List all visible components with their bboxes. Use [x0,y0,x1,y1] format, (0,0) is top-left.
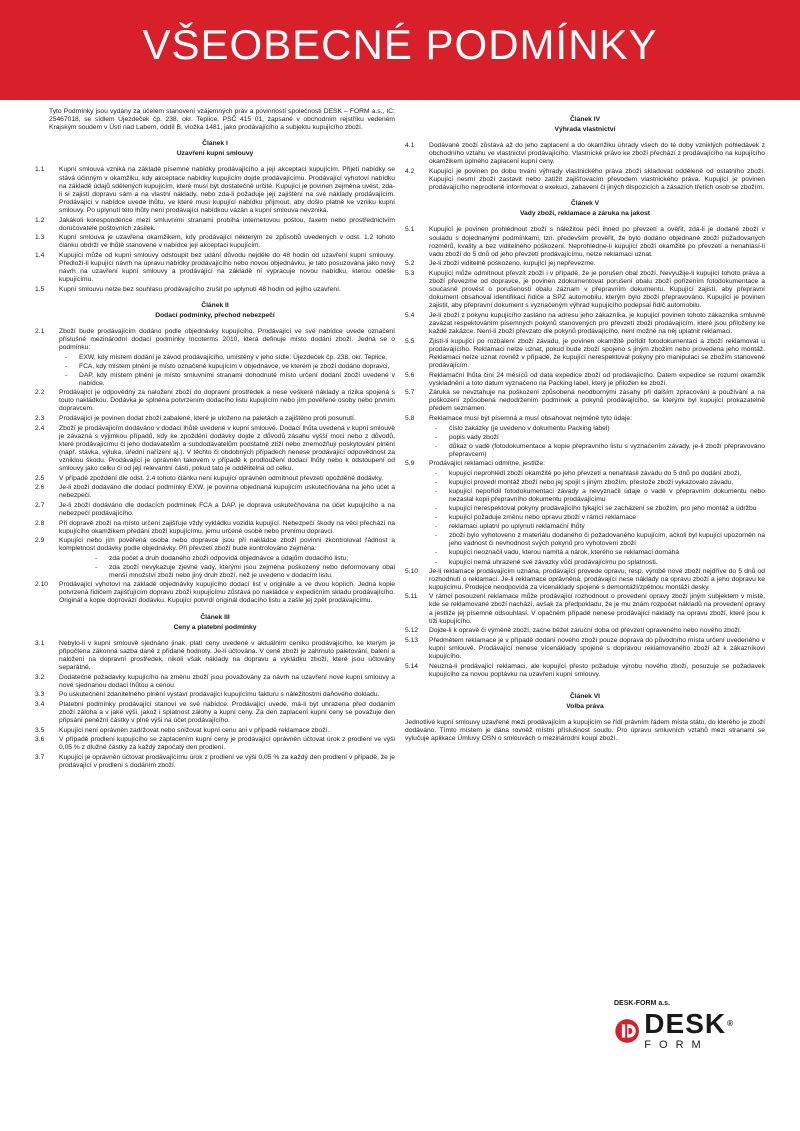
title-banner [0,0,800,100]
article-6-text: Jednotlivé kupní smlouvy uzavřené mezi prodávajícím a kupujícím se řídí právním řádem místa státu, do kterého je zboží dodáváno. Tímto místem je dána rovněž místní příslušnost soudu. Pro úpravu smluvních vztahů mezi stranami se vylučuje aplikace Úmluvy OSN o smlouvách o mezinárodní koupi zboží. [405,719,765,743]
clause: 2.8 Při dopravě zboží na místo určení zajišťuje vždy vykládku vozidla kupující. Nebezpečí škody na věci přechází na kupujícího okamžikem předání zboží kupujícímu, jemu určené osobě nebo prvnímu dopravci. [35,519,395,535]
clause: 3.3 Po uskutečnění zdanitelného plnění vystaví prodávající kupujícímu fakturu s náležitostmi daňového dokladu. [35,691,380,699]
clause: 5.8 Reklamace musí být písemná a musí obsahovat nejméně tyto údaje: [405,415,632,422]
list-item: - zda počet a druh dodaného zboží odpovídá objednávce a údajům dodacího listu; [95,555,349,562]
clause: 5.7 Záruka se nevztahuje na poškození způsobená neodbornými zásahy při dalším zpracování a používání a na poškození způsobená nedodržením podmínek a pokynů prodávajícího, se kterými byl kupující prokazatelně předem seznámen. [405,389,765,413]
clause: 3.7 Kupující je oprávněn účtovat prodávajícímu úrok z prodlení ve výši 0,05 % za každý den prodlení v případě, že je prodávající v prodlení s dodáním zboží. [35,753,395,770]
list-item: - DAP, kdy místem plnění je místo smluvními stranami dohodnuté místo určení dodání zboží uvedené v nabídce. [65,372,395,388]
list-item: - důkaz o vadě (fotodokumentace a kopie přepravního listu s vyznačením závady, je-li zboží přepravováno přepravcem) [435,442,765,458]
list-item: - kupující neprohlédl zboží okamžitě po jeho převzetí a nenahlásil závadu do 5 dnů po dodání zboží, [435,469,742,477]
article-5-title: Článek V [570,200,600,208]
clause: 3.2 Dodatečně požadavky kupujícího na změnu zboží jsou považovány za návrh na uzavření nové kupní smlouvy a nové sjednanou dodací lhůtou a cenou. [35,673,395,689]
clause: 5.11 V rámci posouzení reklamace může prodávající rozhodnout o provedení opravy zboží jiným subjektem v místě, kde se reklamované zboží nachází, avšak za předpokladu, že je mu znám rozpočet nákladů na provedení opravy a jestliže jej písemně odsouhlasí. V opačném případě nenese prodávající náklady na opravu zboží, které jsou k tíži kupujícího. [405,593,765,625]
article-6-subtitle: Volba práva [566,702,604,710]
logo-word-form: FORM [644,1039,709,1051]
clause: 5.13 Předmětem reklamace je v případě dodání nového zboží pouze doprava do původního místa určení uvedeného v kupní smlouvě. Prodávající nenese vícenáklady spojené s dopravou reklamovaného zboží až k zákazníkovi kupujícího. [405,636,765,661]
list-item: - kupující nemá uhrazené své závazky vůči prodávajícímu po splatnosti. [435,558,658,566]
clause: 1.5 Kupní smlouvu nelze bez souhlasu prodávajícího zrušit po uplynutí 48 hodin od jejího uzavření. [35,285,341,293]
clause: 4.2 Kupující je povinen po dobu trvání výhrady vlastnického práva zboží skladovat odděleně od ostatního zboží. Kupující nesmí zboží zastavit nebo zatížit zajišťovacím převodem vlastnického práva. Kupující je povinen prodávajícího neprodleně informovat o exekuci, zabavení či jiných dispozicích a zásazích třetích osob se zbožím. [405,167,765,192]
clause: 3.1 Nebylo-li v kupní smlouvě sjednáno jinak, platí ceny uvedené v aktuálním ceníku prodávajícího, ke kterým je připočtena zákonná sazba daně z přidané hodnoty. Je-li účtována. V ceně zboží je zahrnuto paletování, balení a naložení na dopravní prostředek, nikoli však náklady na dopravu a vykládku zboží, které jsou účtovány separátně. [35,639,395,672]
list-item: - kupující provedl montáž zboží nebo jej spojil s jiným zbožím, přestože zboží vykazovalo závadu, [435,478,734,486]
clause: 1.2 Jakákoli korespondence mezi smluvními stranami probíhá internetovou poštou, faxem nebo prostřednictvím doručovatele poštovních zásilek. [35,216,395,232]
list-item: - kupující neoznačil vadu, kterou namítá a nárok, kterého se reklamací domáhá [435,549,680,557]
intro-paragraph: Tyto Podmínky jsou vydány za účelem stanovení vzájemných práv a povinností společnosti DESK – FORM a.s., IČ: 25467018, se sídlem Újezdeček čp. 238, okr. Teplice, PSČ 415 01, zapsané v obchodním rejstříku vedeném Krajským soudem v Ústí nad Labem, oddíl B, vložka 1481, jako prodávajícího a subjektu kupujícího zboží. [49,108,395,132]
clause: 5.4 Je-li zboží z pokynu kupujícího zasláno na adresu jeho zákazníka, je kupující povinen tohoto zákazníka smluvně zavázat respektováním písemných pokynů stanovených pro převzetí zboží prodávajícím, které jsou přiloženy ke každé zakázce. Není-li zboží převzato dle pokynů prodávajícího, není možné na něj uplatnit reklamaci. [405,311,765,336]
clause: 5.1 Kupující je povinen prohlédnout zboží s náležitou péčí ihned po převzetí a ověřit, zda-li je dodané zboží v souladu s dojednanými podmínkami, tzn. především prověřit, že bylo dodáno objednané zboží požadovaných rozměrů, kvality a bez viditelného poškození. Neprohlédne-li kupující zboží okamžitě po převzetí a nenahlásí-li vadu zboží do 5 dnů od jeho převzetí prodávajícímu, nelze reklamaci uznat. [405,226,765,258]
article-5-subtitle: Vady zboží, reklamace a záruka na jakost [519,210,651,218]
logo-word-desk: DESK® [644,1008,734,1039]
list-item: - FCA, kdy místem plnění je místo označené kupujícím v objednávce, ve kterém je zboží dodáno dopravci, [65,362,390,370]
clause: 5.9 Prodávající reklamaci odmítne, jestliže: [405,459,545,467]
list-item: - zda zboží nevykazuje zjevné vady, kterými jsou zejména poškozený nebo deformovaný obal menší množství zboží nebo jiný druh zboží, než je uvedeno v dodacím listu. [95,564,395,580]
clause: 2.7 Je-li zboží dodáváno dle dodacích podmínek FCA a DAP, je doprava uskutečňována na účet kupujícího a na nebezpečí prodávajícího. [35,501,395,518]
clause: 4.1 Dodávané zboží zůstává až do jeho zaplacení a do okamžiku úhrady všech do té doby vzniklých pohledávek z obchodního vztahu ve vlastnictví prodávajícího. Vlastnické právo ke zboží přechází z prodávajícího na kupujícího okamžikem úplného zaplacení kupní ceny. [405,142,765,166]
list-item: - EXW, kdy místem dodání je závod prodávajícího, umístěný v jeho sídle: Újezdeček čp. 238, okr. Teplice, [65,353,388,361]
clause: 2.2 Prodávající je odpovědný za naložení zboží do dopravní prostředek a nese veškeré náklady a rizika spojená s touto nakládkou. Dodávka je splněna potvrzením dodacího listu kupujícím nebo jím pověřené osoby nebo prvním dopravcem. [35,389,395,413]
article-3-subtitle: Ceny a platební podmínky [173,623,257,631]
clause: 1.3 Kupní smlouva je uzavřena okamžikem, kdy prodávající některým ze způsobů uvedených v odst. 1.2 tohoto článku obdrží ve lhůtě stanovené v nabídce její akceptaci kupujícím. [35,234,395,250]
right-column [405,108,765,978]
clause: 1.1 Kupní smlouva vzniká na základě písemné nabídky prodávajícího a její akceptací kupujícím. Přijetí nabídky se stává účinným v okamžiku, kdy akceptace nabídky kupujícím dojde prodávajícímu. Prodávající vyhotoví nabídku na základě údajů sdělených kupujícím, které musí být dostatečně určité. Kupující je povinen zejména uvést, zda-li si zajistí dopravu sám a na vlastní náklady, nebo zda-li požaduje její zajištění na své náklady prodávajícím. Prodávající v nabídce uvede lhůtu, ve které musí kupující nabídku přijmout, aby došlo platně ke vzniku kupní smlouvy. Po uplynutí této lhůty není prodávající nabídkou vázán a kupní smlouva nevzniká. [35,166,395,214]
list-item: - kupující nepořídil fotodokumentaci závady a nevyznačil údaje o vadě v přepravním dokumentu nebo nezaslal kopii přepravního dokumentu prodávajícímu [435,487,765,503]
clause: 5.3 Kupující může odmítnout převzít zboží i v případě, že je porušen obal zboží. Nevyužije-li kupující tohoto práva a zboží převezme od dopravce, je povinen zdokumentovat porušení obalu zboží pořízením fotodokumentace a současně provést o porušenosti obalu záznam v přepravním dokumentu. Kupující zajistí, aby přepravní dokument obsahoval identifikaci řidiče a SPZ automobilu, kterým bylo zboží přepravováno. Kupující je povinen zajistit, aby přepravní dokument s vyznačeným výhrad kupujícího podepsal řidič automobilu. [405,269,765,310]
clause: 2.1 Zboží bude prodávajícím dodáno podle objednávky kupujícího. Prodávající ve své nabídce uvede označení příslušné mezinárodní dodací podmínky Incoterms 2010, která definuje místo dodání zboží. Jedná se o podmínku: [35,328,395,352]
clause: 2.4 Zboží je prodávajícím dodáváno v dodací lhůtě uvedené v kupní smlouvě. Dodací lhůta uvedená v kupní smlouvě je závazná s výjimkou případů, kdy ke zpoždění dodávky dojde z důvodů zásahu vyšší moci nebo z důvodů, které prodávajícímu či jeho dodavatelům a subdodavatelům podstatně ztíží nebo znemožňují poskytování plnění (např. stávka, výluka, úřední nařízení aj.). V těchto či obdobných případech nenese prodávající odpovědnost za vzniklou škodu. Prodávající je oprávněn takovém v případě k prodloužení dodací lhůty nebo k odstoupení od smlouvy jako celku či od její relevantní části, pokud tato je oddělitelná od celku. [35,424,395,473]
page-title: VŠEOBECNÉ PODMÍNKY [142,21,658,68]
clause: 3.4 Platební podmínky prodávající stanoví ve své nabídce. Prodávající uvede, má-li být uhrazena před dodáním zboží záloha a v jaké výši, jakož i splatnost zálohy a kupní ceny. Za den zaplacení kupní ceny se považuje den připsání peněžní částky v plné výši na účet prodávajícího. [35,700,395,725]
clause: 5.2 Je-li zboží viditelně poškozeno, kupující jej nepřevezme. [405,260,596,268]
left-column [35,108,395,1118]
list-item: - kupující požaduje změnu nebo opravu zboží v rámci reklamace [435,514,636,522]
company-logo [614,1000,734,1080]
list-item: - kupující nerespektoval pokyny prodávajícího týkající se zacházení se zbožím, pro jeho montáž a údržbu [435,504,757,512]
article-6-title: Článek VI [569,692,601,700]
clause: 5.12 Dojde-li k opravě či výměně zboží, začne běžet záruční doba od převzetí opraveného nebo nového zboží. [405,627,742,635]
list-item: - zboží bylo vyhotoveno z materiálu dodaného či požadovaného kupujícím, ačkoli byl kupující upozorněn na jeho vadnost či nevhodnost svých pokynů pro vyhotovení zboží [435,532,765,548]
list-item: - číslo zakázky (je uvedeno v dokumentu Packing label) [435,424,610,432]
article-4-title: Článek IV [569,116,601,123]
clause: 2.5 V případě zpoždění dle odst. 2.4 tohoto článku není kupující oprávněn odmítnout převzetí opožděné dodávky. [35,474,384,482]
article-2-subtitle: Dodací podmínky, přechod nebezpečí [155,311,275,319]
clause: 5.6 Reklamační lhůta činí 24 měsíců od data expedice zboží od prodávajícího. Datem expedice se rozumí okamžik vyskladnění a toto datum vyznačeno na Packing label, který je přiložen ke zboží. [405,371,765,387]
clause: 2.6 Je-li zboží dodáváno dle dodací podmínky EXW, je povinna objednaná kupujícím uskutečňována na jeho účet a nebezpečí. [35,484,395,500]
logo-company-name: DESK-FORM a.s. [614,1000,671,1007]
clause: 2.10 Prodávající vyhotoví na základě objednávky kupujícího dodací list v originále a ve dvou kopiích. Jedna kopie potvrzená řidičem zajišťujícím dopravu zboží kupujícímu zůstává po nakládce v expedičním skladu prodávajícího. Originál a kopie doprovází dodávku. Kupující potvrdí originál dodacího listu a zašle jej zpět prodávajícímu. [35,581,395,605]
clause: 3.5 Kupující není oprávněn zadržovat nebo snižovat kupní cenu ani v případě reklamace zboží. [35,726,330,734]
clause: 2.3 Prodávající je povinen dodat zboží zabalené, které je uloženo na paletách a zajištěno proti posunutí. [35,415,356,422]
article-1-subtitle: Uzavření kupní smlouvy [176,150,254,158]
clause: 2.9 Kupující nebo jím pověřená osoba nebo dopravce jsou při nakládce zboží povinni zkontrolovat řádnost a kompletnost dodávky podle objednávky. Při převzetí zboží bude kontrolováno zejména: [35,537,395,553]
clause: 5.14 Neuzná-li prodávající reklamaci, ale kupující přesto požaduje výrobu nového zboží, posuzuje se požadavek kupujícího za novou poptávku na uzavření kupní smlouvy. [405,662,765,678]
article-4-subtitle: Výhrada vlastnictví [554,126,616,134]
list-item: - reklamaci uplatní po uplynutí reklamační lhůty [435,523,585,531]
desk-form-logo-mark-icon [614,1011,640,1051]
article-1-title: Článek I [202,140,228,148]
list-item: - popis vady zboží [435,433,499,441]
clause: 5.5 Zjistí-li kupující po rozbalení zboží závadu, je povinen okamžitě pořídit fotodokumentaci a zboží reklamovat u prodávajícího. Reklamaci nelze uznat, pokud bude zboží spojeno s jiným zbožím nebo provedena jeho montáž. Reklamaci nelze uznat rovněž v případě, že kupující nerespektoval pokyny pro manipulaci se zbožím stanovené prodávajícím. [405,337,765,369]
clause: 5.10 Je-li reklamace prodávajícím uznána, prodávající provede opravu, resp. výrobě nové zboží nejdříve do 5 dnů od rozhodnutí o reklamaci. Je-li reklamace oprávněná, prodávající nese náklady na opravu zboží a jeho dopravu ke kupujícímu. Prodejce neodpovídá za vícenáklady spojené s demontáží/zpětnou montáží desky. [405,567,765,591]
clause: 3.6 V případě prodlení kupujícího se zaplacením kupní ceny je prodávající oprávněn účtovat úrok z prodlení ve výši 0,05 % z dlužné částky za každý započatý den prodlení. [35,736,395,752]
article-3-title: Článek III [200,613,230,621]
article-2-title: Článek II [201,301,229,309]
clause: 1.4 Kupující může od kupní smlouvy odstoupit bez udání důvodu nejdéle do 48 hodin od uzavření kupní smlouvy. Předloží-li kupující návrh na úpravu nabídky prodávajícího nebo novou objednávku, je tato posuzována jako nový návrh na uzavření kupní smlouvy a prodávající na základě ní vypracuje novou nabídku, kterou odešle kupujícímu. [35,251,395,284]
